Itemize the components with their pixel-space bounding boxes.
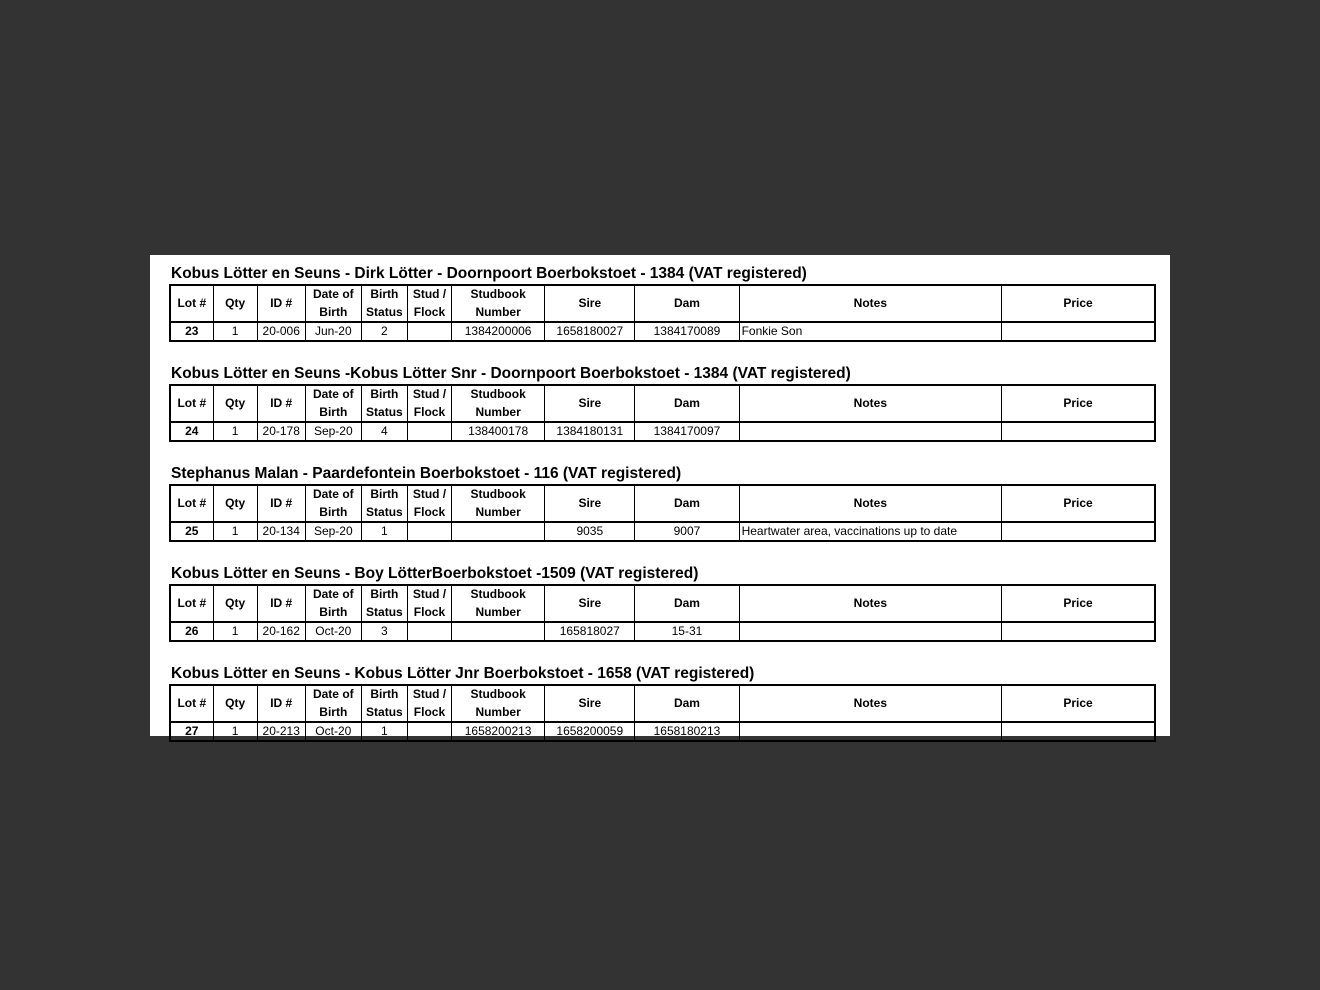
col-header-id: ID # (257, 585, 305, 622)
cell-lot: 24 (170, 422, 213, 441)
table-row (170, 522, 1155, 541)
col-header-dam: Dam (635, 585, 739, 622)
lot-section (169, 363, 1156, 442)
cell-studbook-number: 1384200006 (452, 322, 545, 341)
col-header-studbook-number: Studbook Number (452, 285, 545, 322)
col-header-sire: Sire (545, 285, 635, 322)
cell-dam: 1384170089 (635, 322, 739, 341)
col-header-studbook-number: Studbook Number (452, 485, 545, 522)
cell-notes (739, 622, 1002, 641)
cell-id: 20-178 (257, 422, 305, 441)
table-row (170, 722, 1155, 741)
cell-date-of-birth: Sep-20 (305, 522, 361, 541)
col-header-qty: Qty (213, 485, 257, 522)
col-header-stud-flock: Stud / Flock (407, 385, 451, 422)
cell-price (1002, 322, 1155, 341)
cell-qty: 1 (213, 622, 257, 641)
cell-sire: 165818027 (545, 622, 635, 641)
col-header-price: Price (1002, 285, 1155, 322)
col-header-lot: Lot # (170, 585, 213, 622)
col-header-stud-flock: Stud / Flock (407, 685, 451, 722)
cell-sire: 1658200059 (545, 722, 635, 741)
col-header-stud-flock: Stud / Flock (407, 485, 451, 522)
lot-table (169, 384, 1156, 442)
cell-price (1002, 522, 1155, 541)
lot-section (169, 663, 1156, 742)
lot-table (169, 684, 1156, 742)
col-header-date-of-birth: Date of Birth (305, 685, 361, 722)
header-row (170, 585, 1155, 622)
col-header-dam: Dam (635, 685, 739, 722)
cell-lot: 25 (170, 522, 213, 541)
col-header-price: Price (1002, 485, 1155, 522)
cell-date-of-birth: Oct-20 (305, 722, 361, 741)
col-header-notes: Notes (739, 385, 1002, 422)
lot-table (169, 484, 1156, 542)
cell-birth-status: 3 (361, 622, 407, 641)
cell-dam: 15-31 (635, 622, 739, 641)
cell-lot: 26 (170, 622, 213, 641)
cell-notes: Fonkie Son (739, 322, 1002, 341)
cell-id: 20-162 (257, 622, 305, 641)
col-header-qty: Qty (213, 385, 257, 422)
cell-stud-flock (407, 622, 451, 641)
lot-section (169, 463, 1156, 542)
col-header-lot: Lot # (170, 285, 213, 322)
cell-id: 20-134 (257, 522, 305, 541)
cell-studbook-number (452, 522, 545, 541)
col-header-notes: Notes (739, 585, 1002, 622)
col-header-lot: Lot # (170, 385, 213, 422)
cell-qty: 1 (213, 522, 257, 541)
col-header-notes: Notes (739, 285, 1002, 322)
table-row (170, 622, 1155, 641)
section-title: Stephanus Malan - Paardefontein Boerbokstoet - 116 (VAT registered) (171, 465, 682, 482)
cell-qty: 1 (213, 322, 257, 341)
section-title: Kobus Lötter en Seuns - Boy LötterBoerbokstoet -1509 (VAT registered) (171, 565, 699, 582)
cell-price (1002, 722, 1155, 741)
col-header-price: Price (1002, 585, 1155, 622)
col-header-qty: Qty (213, 685, 257, 722)
col-header-dam: Dam (635, 485, 739, 522)
col-header-price: Price (1002, 685, 1155, 722)
table-row (170, 422, 1155, 441)
col-header-sire: Sire (545, 685, 635, 722)
section-title: Kobus Lötter en Seuns - Kobus Lötter Jnr Boerbokstoet - 1658 (VAT registered) (171, 665, 755, 682)
cell-stud-flock (407, 422, 451, 441)
col-header-birth-status: Birth Status (361, 285, 407, 322)
cell-birth-status: 2 (361, 322, 407, 341)
cell-stud-flock (407, 322, 451, 341)
col-header-dam: Dam (635, 385, 739, 422)
cell-sire: 1658180027 (545, 322, 635, 341)
col-header-lot: Lot # (170, 685, 213, 722)
cell-notes: Heartwater area, vaccinations up to date (739, 522, 1002, 541)
cell-sire: 9035 (545, 522, 635, 541)
cell-studbook-number: 138400178 (452, 422, 545, 441)
cell-price (1002, 622, 1155, 641)
cell-dam: 9007 (635, 522, 739, 541)
col-header-notes: Notes (739, 485, 1002, 522)
cell-birth-status: 4 (361, 422, 407, 441)
document-page (150, 255, 1170, 736)
header-row (170, 485, 1155, 522)
cell-price (1002, 422, 1155, 441)
lot-table (169, 284, 1156, 342)
cell-date-of-birth: Sep-20 (305, 422, 361, 441)
col-header-date-of-birth: Date of Birth (305, 285, 361, 322)
col-header-dam: Dam (635, 285, 739, 322)
col-header-studbook-number: Studbook Number (452, 685, 545, 722)
section-title: Kobus Lötter en Seuns -Kobus Lötter Snr - Doornpoort Boerbokstoet - 1384 (VAT registered) (171, 365, 851, 382)
col-header-sire: Sire (545, 385, 635, 422)
cell-birth-status: 1 (361, 722, 407, 741)
cell-id: 20-006 (257, 322, 305, 341)
col-header-date-of-birth: Date of Birth (305, 485, 361, 522)
col-header-studbook-number: Studbook Number (452, 585, 545, 622)
col-header-notes: Notes (739, 685, 1002, 722)
col-header-sire: Sire (545, 585, 635, 622)
col-header-date-of-birth: Date of Birth (305, 585, 361, 622)
lot-table (169, 584, 1156, 642)
header-row (170, 285, 1155, 322)
col-header-id: ID # (257, 685, 305, 722)
lot-section (169, 263, 1156, 342)
cell-date-of-birth: Jun-20 (305, 322, 361, 341)
col-header-lot: Lot # (170, 485, 213, 522)
cell-birth-status: 1 (361, 522, 407, 541)
cell-notes (739, 422, 1002, 441)
cell-qty: 1 (213, 722, 257, 741)
col-header-sire: Sire (545, 485, 635, 522)
cell-dam: 1658180213 (635, 722, 739, 741)
cell-dam: 1384170097 (635, 422, 739, 441)
cell-lot: 27 (170, 722, 213, 741)
header-row (170, 685, 1155, 722)
col-header-id: ID # (257, 385, 305, 422)
col-header-stud-flock: Stud / Flock (407, 585, 451, 622)
cell-studbook-number (452, 622, 545, 641)
col-header-stud-flock: Stud / Flock (407, 285, 451, 322)
cell-qty: 1 (213, 422, 257, 441)
cell-studbook-number: 1658200213 (452, 722, 545, 741)
col-header-qty: Qty (213, 285, 257, 322)
col-header-birth-status: Birth Status (361, 585, 407, 622)
cell-stud-flock (407, 522, 451, 541)
col-header-studbook-number: Studbook Number (452, 385, 545, 422)
cell-notes (739, 722, 1002, 741)
col-header-birth-status: Birth Status (361, 685, 407, 722)
cell-lot: 23 (170, 322, 213, 341)
cell-stud-flock (407, 722, 451, 741)
table-row (170, 322, 1155, 341)
cell-date-of-birth: Oct-20 (305, 622, 361, 641)
col-header-id: ID # (257, 285, 305, 322)
cell-id: 20-213 (257, 722, 305, 741)
col-header-birth-status: Birth Status (361, 385, 407, 422)
col-header-price: Price (1002, 385, 1155, 422)
section-title: Kobus Lötter en Seuns - Dirk Lötter - Doornpoort Boerbokstoet - 1384 (VAT registered) (171, 265, 807, 282)
col-header-date-of-birth: Date of Birth (305, 385, 361, 422)
col-header-birth-status: Birth Status (361, 485, 407, 522)
col-header-qty: Qty (213, 585, 257, 622)
cell-sire: 1384180131 (545, 422, 635, 441)
header-row (170, 385, 1155, 422)
col-header-id: ID # (257, 485, 305, 522)
lot-section (169, 563, 1156, 642)
